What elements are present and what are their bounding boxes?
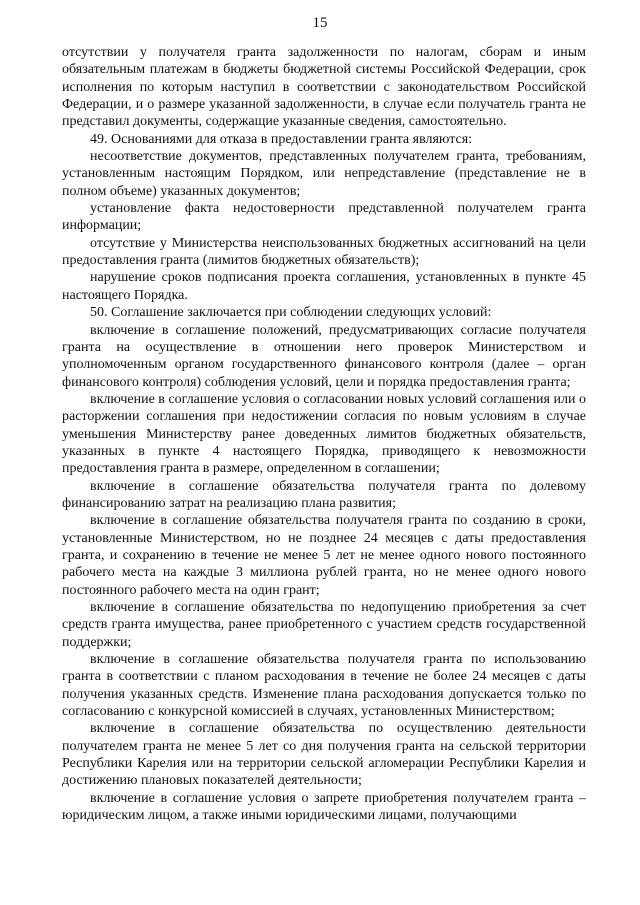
paragraph: включение в соглашение условия о запрете приобретения получателем гранта – юридическим лицом, а также иными юридическими лицами, получающими (62, 790, 586, 824)
document-body (62, 44, 586, 824)
paragraph: включение в соглашение обязательства получателя гранта по долевому финансированию затрат на реализацию плана развития; (62, 478, 586, 511)
paragraph: установление факта недостоверности представленной получателем гранта информации; (62, 201, 586, 234)
paragraph: нарушение сроков подписания проекта соглашения, установленных в пункте 45 настоящего Порядка. (62, 270, 586, 303)
paragraph: отсутствие у Министерства неиспользованных бюджетных ассигнований на цели предоставления гранта (лимитов бюджетных обязательств); (62, 235, 586, 269)
paragraph: включение в соглашение обязательства по осуществлению деятельности получателем гранта не менее 5 лет со дня получения гранта на сельской территории Республики Карелия или на территории сельской агломерации Республики Карелия и достижению плановых показателей деятельности; (62, 721, 586, 789)
paragraph: включение в соглашение обязательства получателя гранта по использованию гранта в соответствии с планом расходования в течение не более 24 месяцев с даты получения указанных средств. Изменение плана расходования допускается только по согласованию с конкурсной комиссией в случаях, установленных Министерством; (62, 652, 586, 720)
paragraph: 49. Основаниями для отказа в предоставлении гранта являются: (90, 131, 473, 147)
paragraph: отсутствии у получателя гранта задолженности по налогам, сборам и иным обязательным платежам в бюджеты бюджетной системы Российской Федерации, срок исполнения по которым наступил в соответствии с законодательством Российской Федерации, и о размере указанной задолженности, в случае если получатель гранта не представил документы, содержащие указанные сведения, самостоятельно. (62, 45, 586, 130)
paragraph: 50. Соглашение заключается при соблюдении следующих условий: (90, 305, 492, 321)
paragraph: несоответствие документов, представленных получателем гранта, требованиям, установленным настоящим Порядком, или непредставление (представление не в полном объеме) указанных документов; (62, 149, 586, 199)
paragraph: включение в соглашение обязательства получателя гранта по созданию в сроки, установленные Министерством, но не позднее 24 месяцев с даты предоставления гранта, и сохранению в течение не менее 5 лет не менее одного нового постоянного рабочего места на каждые 3 миллиона рублей гранта, но не менее одного нового постоянного рабочего места на один грант; (62, 513, 586, 598)
paragraph: включение в соглашение положений, предусматривающих согласие получателя гранта на осуществление в отношении него проверок Министерством и уполномоченным органом государственного финансового контроля (далее – орган финансового контроля) соблюдения условий, цели и порядка предоставления гранта; (62, 322, 586, 390)
paragraph: включение в соглашение условия о согласовании новых условий соглашения или о расторжении соглашения при недостижении согласия по новым условиям в случае уменьшения Министерству ранее доведенных лимитов бюджетных обязательств, указанных в пункте 4 настоящего Порядка, приводящего к невозможности предоставления гранта в размере, определенном в соглашении; (62, 391, 586, 477)
page-number: 15 (312, 15, 328, 31)
paragraph: включение в соглашение обязательства по недопущению приобретения за счет средств гранта имущества, ранее приобретенного с участием средств государственной поддержки; (62, 600, 586, 650)
